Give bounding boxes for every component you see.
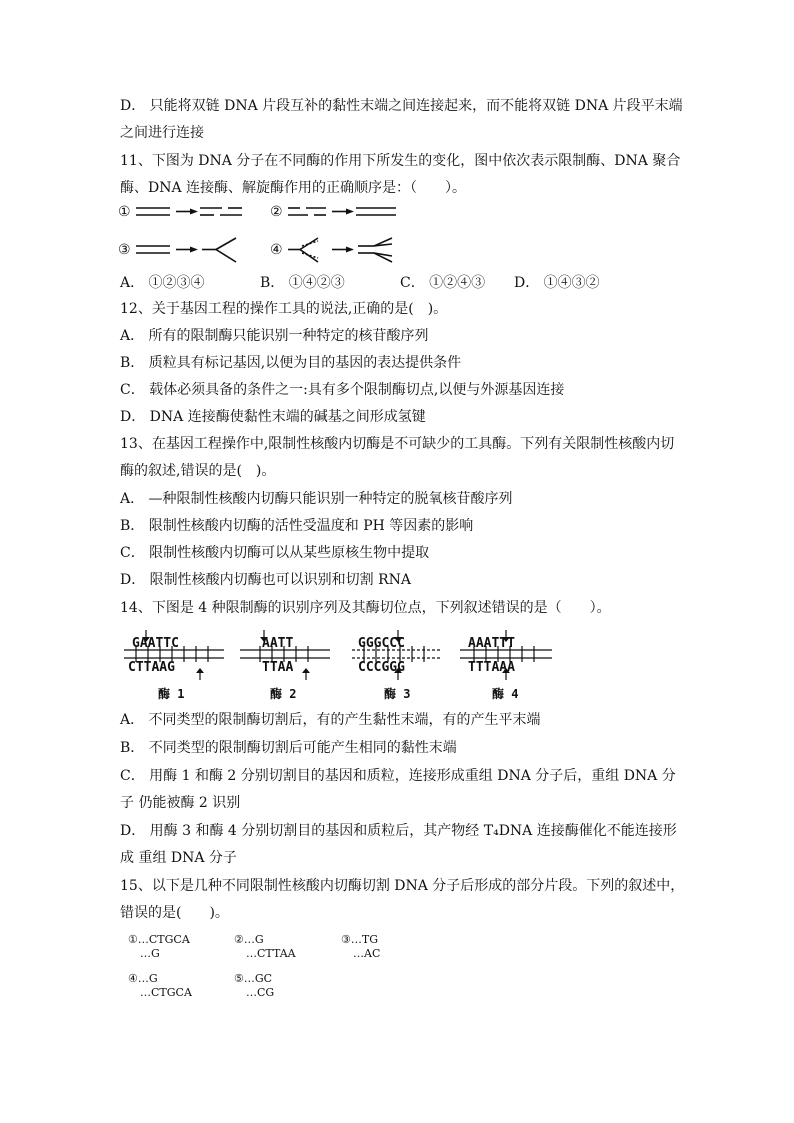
q13-option-c: C． 限制性核酸内切酶可以从某些原核生物中提取 — [120, 545, 430, 561]
q10-option-d-line2: 之间进行连接 — [120, 125, 204, 141]
fragment-1-top: …CTGCA — [137, 933, 190, 946]
q11-diagram — [118, 200, 418, 270]
enzyme3-label: 酶 3 — [384, 687, 411, 701]
q12-stem: 12、关于基因工程的操作工具的说法,正确的是( )。 — [120, 301, 448, 317]
q14-option-a: A． 不同类型的限制酶切割后，有的产生黏性末端，有的产生平末端 — [120, 712, 541, 728]
q15-stem-line2: 错误的是( )。 — [120, 905, 229, 921]
fragment-5-number: ⑤ — [234, 972, 244, 985]
q14-option-d-line2: 成 重组 DNA 分子 — [120, 850, 237, 866]
enzyme1-label: 酶 1 — [158, 687, 185, 701]
q13-option-a: A． —种限制性核酸内切酶只能识别一种特定的脱氧核苷酸序列 — [120, 491, 513, 507]
fragment-5-top: …GC — [243, 972, 273, 985]
fragment-5 — [234, 972, 274, 1000]
q13-option-d: D． 限制性核酸内切酶也可以识别和切割 RNA — [120, 572, 412, 588]
fragment-2-number: ② — [234, 933, 244, 946]
fragment-3 — [341, 933, 380, 961]
fragment-1-number: ① — [128, 933, 138, 946]
fragment-5-bottom: …CG — [246, 986, 275, 999]
enzyme1-top-seq: GAATTC — [132, 636, 179, 651]
q10-option-d-line1: D． 只能将双链 DNA 片段互补的黏性末端之间连接起来，而不能将双链 DNA 片段平末端 — [120, 98, 683, 114]
fragment-2-bottom: …CTTAA — [246, 947, 296, 960]
q12-option-c: C． 载体必须具备的条件之一:具有多个限制酶切点,以便与外源基因连接 — [120, 382, 565, 398]
fragment-4 — [128, 972, 192, 1000]
q14-option-c-line2: 子 仍能被酶 2 识别 — [120, 795, 241, 811]
q13-stem-line2: 酶的叙述,错误的是( )。 — [120, 463, 276, 479]
q14-option-b: B． 不同类型的限制酶切割后可能产生相同的黏性末端 — [120, 740, 457, 756]
q14-option-d-line1: D． 用酶 3 和酶 4 分别切割目的基因和质粒后，其产物经 T₄DNA 连接酶催化不能连接形 — [120, 823, 677, 839]
q12-option-a: A． 所有的限制酶只能识别一种特定的核苷酸序列 — [120, 328, 429, 344]
fragment-1 — [128, 933, 190, 961]
fragment-3-bottom: …AC — [353, 947, 381, 960]
q13-option-b: B． 限制性核酸内切酶的活性受温度和 PH 等因素的影响 — [120, 518, 474, 534]
fragment-4-bottom: …CTGCA — [140, 986, 192, 999]
q12-option-b: B． 质粒具有标记基因,以便为目的基因的表达提供条件 — [120, 355, 462, 371]
diagram-label-2: ② — [270, 204, 283, 220]
q11-option-a: A． ①②③④ — [120, 275, 205, 291]
q11-options — [120, 272, 680, 292]
fragment-2-top: …G — [243, 933, 264, 946]
fragment-4-number: ④ — [128, 972, 138, 985]
q14-enzyme-figure — [120, 628, 560, 702]
q14-stem: 14、下图是 4 种限制酶的识别序列及其酶切位点，下列叙述错误的是（ ）。 — [120, 600, 611, 616]
enzyme4-top-seq: AAATTT — [468, 636, 515, 651]
q15-stem-line1: 15、以下是几种不同限制性核酸内切酶切割 DNA 分子后形成的部分片段。下列的叙述中， — [120, 878, 685, 894]
diagram-label-4: ④ — [270, 242, 283, 258]
q11-option-d: D． ①④③② — [514, 275, 600, 291]
enzyme2-label: 酶 2 — [270, 687, 297, 701]
q12-option-d: D． DNA 连接酶使黏性末端的碱基之间形成氢键 — [120, 409, 426, 425]
enzyme4-bottom-seq: TTTAAA — [468, 660, 515, 675]
fragment-3-number: ③ — [341, 933, 351, 946]
q11-option-c: C． ①②④③ — [400, 275, 486, 291]
enzyme1-bottom-seq: CTTAAG — [128, 660, 175, 675]
q14-option-c-line1: C． 用酶 1 和酶 2 分别切割目的基因和质粒，连接形成重组 DNA 分子后，重组 DNA 分 — [120, 768, 676, 784]
fragment-4-top: …G — [137, 972, 158, 985]
enzyme4-label: 酶 4 — [492, 687, 519, 701]
enzyme3-top-seq: GGGCCC — [358, 636, 405, 651]
diagram-label-1: ① — [118, 204, 131, 220]
fragment-1-bottom: …G — [140, 947, 160, 960]
q11-option-b: B． ①④②③ — [260, 275, 345, 291]
fragment-2 — [234, 933, 296, 961]
fragment-3-top: …TG — [350, 933, 378, 946]
enzyme2-bottom-seq: TTAA — [262, 660, 294, 675]
q11-stem-line2: 酶、DNA 连接酶、解旋酶作用的正确顺序是：（ ）。 — [120, 180, 467, 196]
q11-stem-line1: 11、下图为 DNA 分子在不同酶的作用下所发生的变化，图中依次表示限制酶、DNA 聚合 — [120, 153, 681, 169]
enzyme3-bottom-seq: CCCGGG — [358, 660, 405, 675]
diagram-label-3: ③ — [118, 242, 131, 258]
q13-stem-line1: 13、在基因工程操作中,限制性核酸内切酶是不可缺少的工具酶。下列有关限制性核酸内切 — [120, 436, 675, 452]
enzyme2-top-seq: AATT — [262, 636, 294, 651]
